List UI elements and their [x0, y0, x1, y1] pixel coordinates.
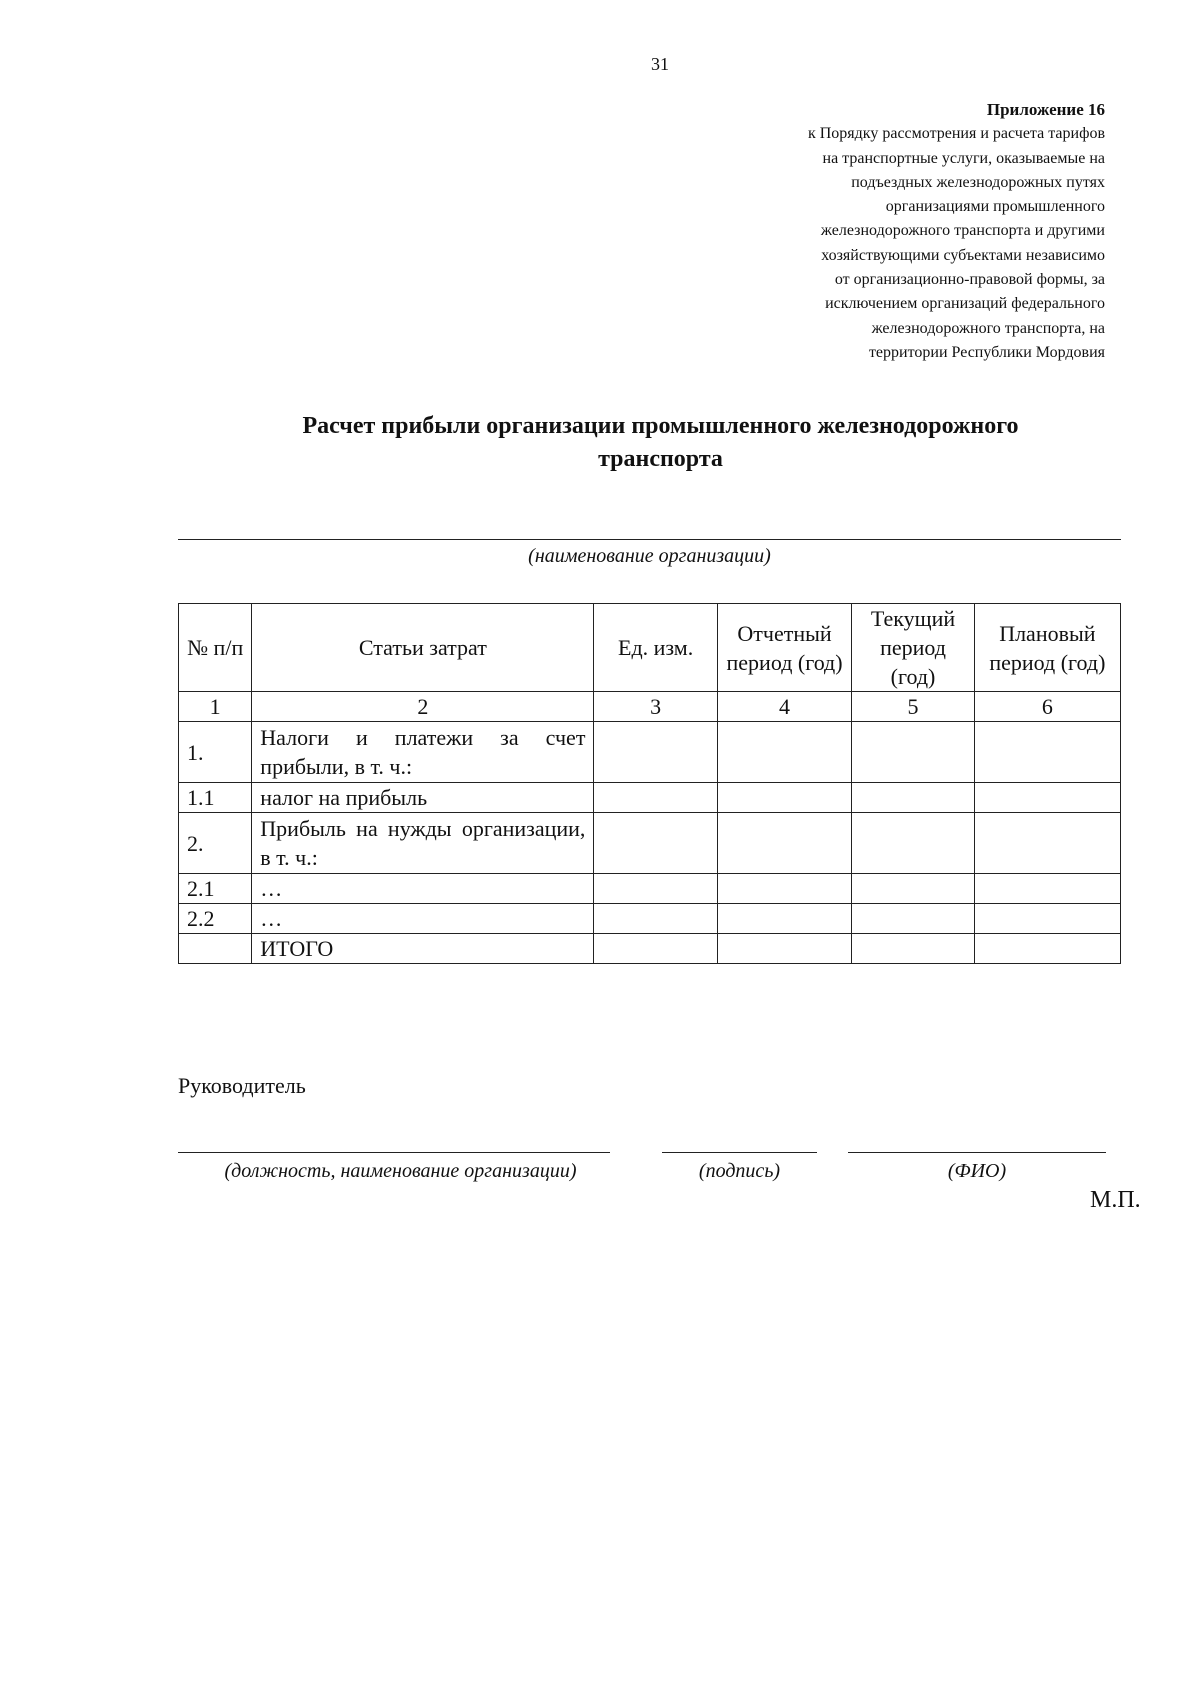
cell-unit[interactable]	[594, 813, 717, 874]
cell-planned[interactable]	[974, 934, 1120, 964]
cell-reported[interactable]	[717, 813, 851, 874]
document-title	[178, 410, 1143, 476]
signature-caption: (подпись)	[698, 1160, 781, 1182]
header-item: Статьи затрат	[252, 604, 594, 692]
row-number: 2.	[179, 813, 252, 874]
appendix-line: организациями промышленного	[885, 198, 1105, 216]
appendix-line: к Порядку рассмотрения и расчета тарифов	[807, 125, 1105, 143]
page-number: 31	[651, 54, 669, 74]
row-item: …	[252, 904, 594, 934]
position-signature-line[interactable]	[178, 1152, 610, 1153]
table-row	[179, 813, 1121, 874]
position-caption: (должность, наименование организации)	[224, 1160, 577, 1182]
table-header-row	[179, 604, 1121, 692]
row-number: 2.2	[179, 904, 252, 934]
full-name-line[interactable]	[848, 1152, 1106, 1153]
cell-planned[interactable]	[974, 722, 1120, 783]
row-number	[179, 934, 252, 964]
organization-name-line[interactable]	[178, 539, 1121, 540]
appendix-line: на транспортные услуги, оказываемые на	[822, 149, 1105, 167]
table-row	[179, 904, 1121, 934]
cell-current[interactable]	[852, 783, 974, 813]
cell-unit[interactable]	[594, 722, 717, 783]
header-num: № п/п	[179, 604, 252, 692]
cell-current[interactable]	[852, 813, 974, 874]
cell-planned[interactable]	[974, 874, 1120, 904]
row-number: 2.1	[179, 874, 252, 904]
column-number: 6	[974, 692, 1120, 722]
header-unit: Ед. изм.	[594, 604, 717, 692]
cell-current[interactable]	[852, 904, 974, 934]
row-number: 1.	[179, 722, 252, 783]
column-number: 5	[852, 692, 974, 722]
cell-planned[interactable]	[974, 904, 1120, 934]
cell-reported[interactable]	[717, 722, 851, 783]
appendix-block	[685, 98, 1105, 365]
organization-caption: (наименование организации)	[528, 545, 771, 567]
header-reported-period: Отчетный период (год)	[717, 604, 851, 692]
appendix-title: Приложение 16	[986, 100, 1105, 119]
signature-line[interactable]	[662, 1152, 817, 1153]
table-row	[179, 874, 1121, 904]
cell-reported[interactable]	[717, 904, 851, 934]
cell-reported[interactable]	[717, 783, 851, 813]
appendix-line: железнодорожного транспорта, на	[871, 319, 1105, 337]
table-row	[179, 783, 1121, 813]
profit-calculation-table	[178, 603, 1121, 964]
appendix-line: подъездных железнодорожных путях	[851, 173, 1105, 191]
seal-placeholder: М.П.	[1090, 1187, 1141, 1213]
appendix-line: исключением организаций федерального	[825, 295, 1105, 313]
header-planned-period: Плановый период (год)	[974, 604, 1120, 692]
cell-current[interactable]	[852, 874, 974, 904]
cell-current[interactable]	[852, 722, 974, 783]
cell-planned[interactable]	[974, 783, 1120, 813]
appendix-line: железнодорожного транспорта и другими	[820, 222, 1105, 240]
cell-unit[interactable]	[594, 874, 717, 904]
row-number: 1.1	[179, 783, 252, 813]
appendix-line: хозяйствующими субъектами независимо	[821, 246, 1105, 264]
document-title-line-1: Расчет прибыли организации промышленного железнодорожного	[302, 413, 1019, 439]
cell-unit[interactable]	[594, 783, 717, 813]
row-item-total: ИТОГО	[252, 934, 594, 964]
column-number: 4	[717, 692, 851, 722]
cell-unit[interactable]	[594, 904, 717, 934]
row-item: …	[252, 874, 594, 904]
column-number: 3	[594, 692, 717, 722]
row-item: Прибыль на нужды организации, в т. ч.:	[252, 813, 594, 874]
header-current-period: Текущий период (год)	[852, 604, 974, 692]
cell-planned[interactable]	[974, 813, 1120, 874]
column-number: 2	[252, 692, 594, 722]
cell-reported[interactable]	[717, 934, 851, 964]
column-number-row	[179, 692, 1121, 722]
full-name-caption: (ФИО)	[947, 1160, 1007, 1182]
document-title-line-2: транспорта	[598, 446, 723, 472]
appendix-line: от организационно-правовой формы, за	[834, 271, 1105, 289]
row-item: Налоги и платежи за счет прибыли, в т. ч.:	[252, 722, 594, 783]
manager-label: Руководитель	[178, 1073, 306, 1098]
cell-unit[interactable]	[594, 934, 717, 964]
cell-current[interactable]	[852, 934, 974, 964]
appendix-line: территории Республики Мордовия	[868, 343, 1105, 361]
cell-reported[interactable]	[717, 874, 851, 904]
column-number: 1	[179, 692, 252, 722]
table-row	[179, 722, 1121, 783]
row-item: налог на прибыль	[252, 783, 594, 813]
table-total-row	[179, 934, 1121, 964]
